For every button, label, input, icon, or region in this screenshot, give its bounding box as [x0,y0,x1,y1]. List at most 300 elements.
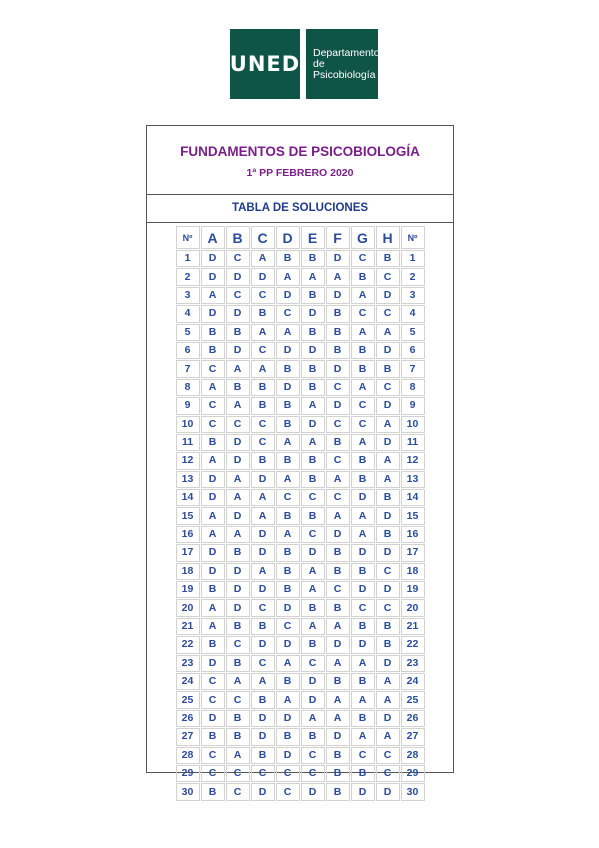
answer-cell: B [276,581,300,598]
answer-cell: C [301,765,325,782]
question-number: 2 [401,268,425,285]
answer-cell: D [251,471,275,488]
question-number: 9 [401,397,425,414]
question-number: 11 [401,434,425,451]
answer-cell: A [326,710,350,727]
answer-cell: D [326,287,350,304]
answer-cell: D [226,305,250,322]
answer-cell: D [251,710,275,727]
answer-cell: A [251,360,275,377]
question-number: 4 [176,305,200,322]
answer-cell: C [226,691,250,708]
answer-cell: C [226,287,250,304]
answer-cell: B [201,783,225,800]
department-line: Psicobiología [313,69,376,81]
answer-cell: D [226,581,250,598]
answer-cell: A [376,673,400,690]
answer-cell: C [326,416,350,433]
answer-cell: D [301,691,325,708]
answer-cell: A [351,691,375,708]
answer-cell: D [301,544,325,561]
answer-cell: B [326,783,350,800]
department-line: Departamento [313,47,380,59]
answer-cell: B [276,452,300,469]
answer-cell: A [301,397,325,414]
answer-cell: B [376,636,400,653]
answer-cell: C [201,691,225,708]
question-number: 25 [401,691,425,708]
table-header-row [176,226,425,249]
answer-cell: C [351,305,375,322]
answer-cell: A [201,379,225,396]
answer-cell: D [301,305,325,322]
question-number: 15 [401,507,425,524]
answer-cell: C [276,618,300,635]
question-number: 28 [176,747,200,764]
answer-cell: C [301,489,325,506]
exam-title: FUNDAMENTOS DE PSICOBIOLOGÍA [180,144,420,159]
table-row [176,783,425,800]
answer-cell: B [276,250,300,267]
answer-cell: D [276,342,300,359]
answer-cell: B [276,416,300,433]
answer-cell: A [201,599,225,616]
answer-cell: B [201,581,225,598]
answer-cell: A [351,379,375,396]
answer-cell: B [251,747,275,764]
answer-cell: B [301,636,325,653]
answer-cell: B [326,747,350,764]
table-row [176,710,425,727]
answer-cell: D [301,673,325,690]
table-row [176,360,425,377]
question-number: 26 [176,710,200,727]
table-row [176,599,425,616]
answer-cell: C [351,416,375,433]
question-number: 30 [401,783,425,800]
answer-cell: C [376,563,400,580]
table-row [176,728,425,745]
answer-cell: A [326,507,350,524]
answer-cell: B [351,268,375,285]
answer-cell: B [376,618,400,635]
table-row [176,673,425,690]
answer-cell: C [301,526,325,543]
answer-cell: B [201,728,225,745]
table-row [176,324,425,341]
answer-cell: B [276,360,300,377]
answer-cell: A [251,507,275,524]
answer-cell: A [226,489,250,506]
answer-cell: D [326,636,350,653]
question-number: 19 [176,581,200,598]
answer-cell: B [276,544,300,561]
answer-cell: B [301,360,325,377]
answer-cell: B [351,452,375,469]
answer-cell: C [326,379,350,396]
answer-cell: B [301,471,325,488]
answer-cell: A [301,563,325,580]
answer-cell: A [351,287,375,304]
answer-cell: A [376,324,400,341]
question-number: 8 [176,379,200,396]
table-row [176,581,425,598]
answer-cell: B [326,305,350,322]
answer-cell: A [201,287,225,304]
answer-cell: C [326,452,350,469]
answer-cell: D [226,342,250,359]
question-number: 16 [176,526,200,543]
answer-cell: C [201,397,225,414]
table-row [176,765,425,782]
answer-cell: D [351,636,375,653]
question-number: 18 [176,563,200,580]
answer-cell: A [251,324,275,341]
answer-cell: D [376,397,400,414]
answer-cell: A [226,747,250,764]
answer-cell: C [301,655,325,672]
answer-cell: B [251,305,275,322]
uned-logo [230,29,378,99]
answer-cell: B [351,563,375,580]
answer-cell: A [251,250,275,267]
question-number: 19 [401,581,425,598]
answer-cell: D [201,563,225,580]
answer-cell: D [376,783,400,800]
answer-cell: A [276,691,300,708]
table-title: TABLA DE SOLUCIONES [147,195,453,223]
table-row [176,250,425,267]
answer-cell: A [226,397,250,414]
uned-logo-mark: UNED [230,29,300,99]
table-row [176,563,425,580]
answer-cell: C [301,747,325,764]
question-number: 5 [401,324,425,341]
question-number: 6 [401,342,425,359]
answer-cell: A [351,507,375,524]
answer-cell: D [201,489,225,506]
answer-cell: B [301,507,325,524]
answer-cell: D [351,581,375,598]
answer-cell: A [276,655,300,672]
answer-cell: C [376,747,400,764]
answer-cell: D [251,544,275,561]
answer-cell: C [276,489,300,506]
table-row [176,526,425,543]
answer-cell: C [351,747,375,764]
answer-cell: A [376,728,400,745]
answer-cell: A [351,324,375,341]
answer-cell: B [351,471,375,488]
answer-cell: C [351,397,375,414]
question-number: 9 [176,397,200,414]
answer-cell: A [326,618,350,635]
table-row [176,379,425,396]
answer-cell: B [351,342,375,359]
answer-cell: A [326,655,350,672]
question-number: 10 [401,416,425,433]
table-row [176,747,425,764]
answer-cell: B [251,452,275,469]
answer-cell: D [201,268,225,285]
question-number: 1 [176,250,200,267]
question-number: 20 [401,599,425,616]
answer-cell: B [326,599,350,616]
question-number: 21 [176,618,200,635]
answer-cell: D [201,655,225,672]
answer-cell: B [226,324,250,341]
column-header: E [301,226,325,249]
answer-cell: A [226,471,250,488]
answer-cell: D [326,526,350,543]
table-row [176,268,425,285]
answer-cell: A [226,673,250,690]
answer-cell: D [251,636,275,653]
answer-cell: C [226,783,250,800]
answer-cell: D [201,471,225,488]
table-row [176,636,425,653]
answer-cell: D [201,710,225,727]
solutions-table [175,225,426,802]
answer-cell: B [301,324,325,341]
question-number: 25 [176,691,200,708]
answer-cell: D [276,599,300,616]
answer-cell: A [301,710,325,727]
answer-cell: A [351,728,375,745]
column-header: Nº [401,226,425,249]
answer-cell: D [276,636,300,653]
answer-cell: B [326,563,350,580]
answer-cell: B [326,544,350,561]
column-header: A [201,226,225,249]
answer-cell: D [376,287,400,304]
answer-cell: B [326,434,350,451]
answer-cell: D [201,250,225,267]
answer-cell: B [226,618,250,635]
table-row [176,489,425,506]
answer-cell: C [376,599,400,616]
answer-cell: D [376,655,400,672]
answer-cell: B [251,691,275,708]
answer-cell: D [251,268,275,285]
answer-cell: D [251,783,275,800]
answer-cell: B [326,673,350,690]
answer-cell: B [301,287,325,304]
question-number: 20 [176,599,200,616]
question-number: 10 [176,416,200,433]
answer-cell: A [376,452,400,469]
answer-cell: D [226,434,250,451]
question-number: 12 [401,452,425,469]
answer-cell: C [251,599,275,616]
question-number: 17 [401,544,425,561]
answer-cell: D [301,416,325,433]
table-row [176,434,425,451]
answer-cell: D [376,434,400,451]
question-number: 13 [176,471,200,488]
answer-cell: C [201,747,225,764]
answer-cell: D [376,710,400,727]
question-number: 7 [401,360,425,377]
answer-cell: B [201,434,225,451]
answer-cell: A [276,434,300,451]
answer-cell: D [351,544,375,561]
question-number: 26 [401,710,425,727]
answer-cell: A [301,581,325,598]
answer-cell: B [376,489,400,506]
table-row [176,691,425,708]
table-row [176,471,425,488]
answer-cell: B [201,636,225,653]
answer-cell: B [376,526,400,543]
department-line: de [313,58,325,70]
answer-cell: B [326,324,350,341]
table-row [176,287,425,304]
answer-cell: B [226,655,250,672]
answer-cell: C [226,765,250,782]
answer-cell: C [226,250,250,267]
question-number: 23 [401,655,425,672]
answer-cell: B [201,324,225,341]
question-number: 14 [176,489,200,506]
answer-cell: B [226,379,250,396]
question-number: 29 [401,765,425,782]
answer-cell: C [251,434,275,451]
answer-cell: C [276,305,300,322]
answer-cell: A [301,618,325,635]
column-header: Nº [176,226,200,249]
answer-cell: B [251,618,275,635]
answer-cell: A [376,471,400,488]
table-row [176,452,425,469]
table-row [176,305,425,322]
column-header: F [326,226,350,249]
answer-cell: C [201,416,225,433]
answer-cell: A [301,268,325,285]
answer-cell: B [276,563,300,580]
answer-cell: C [226,416,250,433]
answer-cell: D [251,581,275,598]
question-number: 22 [176,636,200,653]
answer-cell: B [301,452,325,469]
question-number: 18 [401,563,425,580]
answer-cell: D [351,489,375,506]
answer-cell: C [376,379,400,396]
answer-cell: A [326,691,350,708]
question-number: 12 [176,452,200,469]
answer-cell: B [326,342,350,359]
answer-cell: D [326,397,350,414]
answer-cell: C [276,783,300,800]
answer-cell: B [301,728,325,745]
answer-cell: A [276,324,300,341]
department-logo [306,29,378,99]
answer-cell: D [326,360,350,377]
answer-cell: D [276,747,300,764]
answer-cell: B [351,765,375,782]
answer-cell: D [226,268,250,285]
question-number: 1 [401,250,425,267]
answer-cell: D [226,507,250,524]
answer-cell: C [251,655,275,672]
answer-cell: D [201,305,225,322]
answer-cell: C [376,305,400,322]
question-number: 2 [176,268,200,285]
question-number: 8 [401,379,425,396]
answer-cell: C [251,765,275,782]
answer-cell: D [276,710,300,727]
question-number: 24 [401,673,425,690]
column-header: B [226,226,250,249]
solutions-panel [146,125,454,798]
question-number: 29 [176,765,200,782]
table-body [176,250,425,801]
answer-cell: D [251,526,275,543]
answer-cell: C [276,765,300,782]
answer-cell: C [351,599,375,616]
answer-cell: A [226,526,250,543]
answer-cell: D [276,287,300,304]
question-number: 16 [401,526,425,543]
question-number: 14 [401,489,425,506]
question-number: 13 [401,471,425,488]
answer-cell: B [226,710,250,727]
answer-cell: C [251,416,275,433]
answer-cell: B [276,673,300,690]
answer-cell: D [226,563,250,580]
question-number: 28 [401,747,425,764]
question-number: 17 [176,544,200,561]
table-row [176,507,425,524]
table-row [176,416,425,433]
answer-cell: B [251,379,275,396]
question-number: 6 [176,342,200,359]
question-number: 3 [176,287,200,304]
answer-cell: B [276,507,300,524]
exam-subtitle: 1ª PP FEBRERO 2020 [246,167,354,179]
answer-cell: B [226,544,250,561]
table-row [176,544,425,561]
answer-cell: D [301,783,325,800]
answer-cell: B [351,673,375,690]
answer-cell: B [251,397,275,414]
question-number: 30 [176,783,200,800]
answer-cell: B [376,250,400,267]
question-number: 7 [176,360,200,377]
answer-cell: C [326,581,350,598]
answer-cell: A [226,360,250,377]
answer-cell: A [301,434,325,451]
table-row [176,397,425,414]
answer-cell: D [201,544,225,561]
answer-cell: D [276,379,300,396]
column-header: C [251,226,275,249]
answer-cell: D [376,581,400,598]
answer-cell: A [251,673,275,690]
answer-cell: A [276,526,300,543]
question-number: 24 [176,673,200,690]
answer-cell: C [251,287,275,304]
answer-cell: B [376,360,400,377]
table-row [176,618,425,635]
column-header: G [351,226,375,249]
answer-cell: A [201,452,225,469]
answer-cell: C [201,765,225,782]
answer-cell: D [351,783,375,800]
answer-cell: B [276,728,300,745]
answer-cell: B [301,250,325,267]
answer-cell: D [226,452,250,469]
